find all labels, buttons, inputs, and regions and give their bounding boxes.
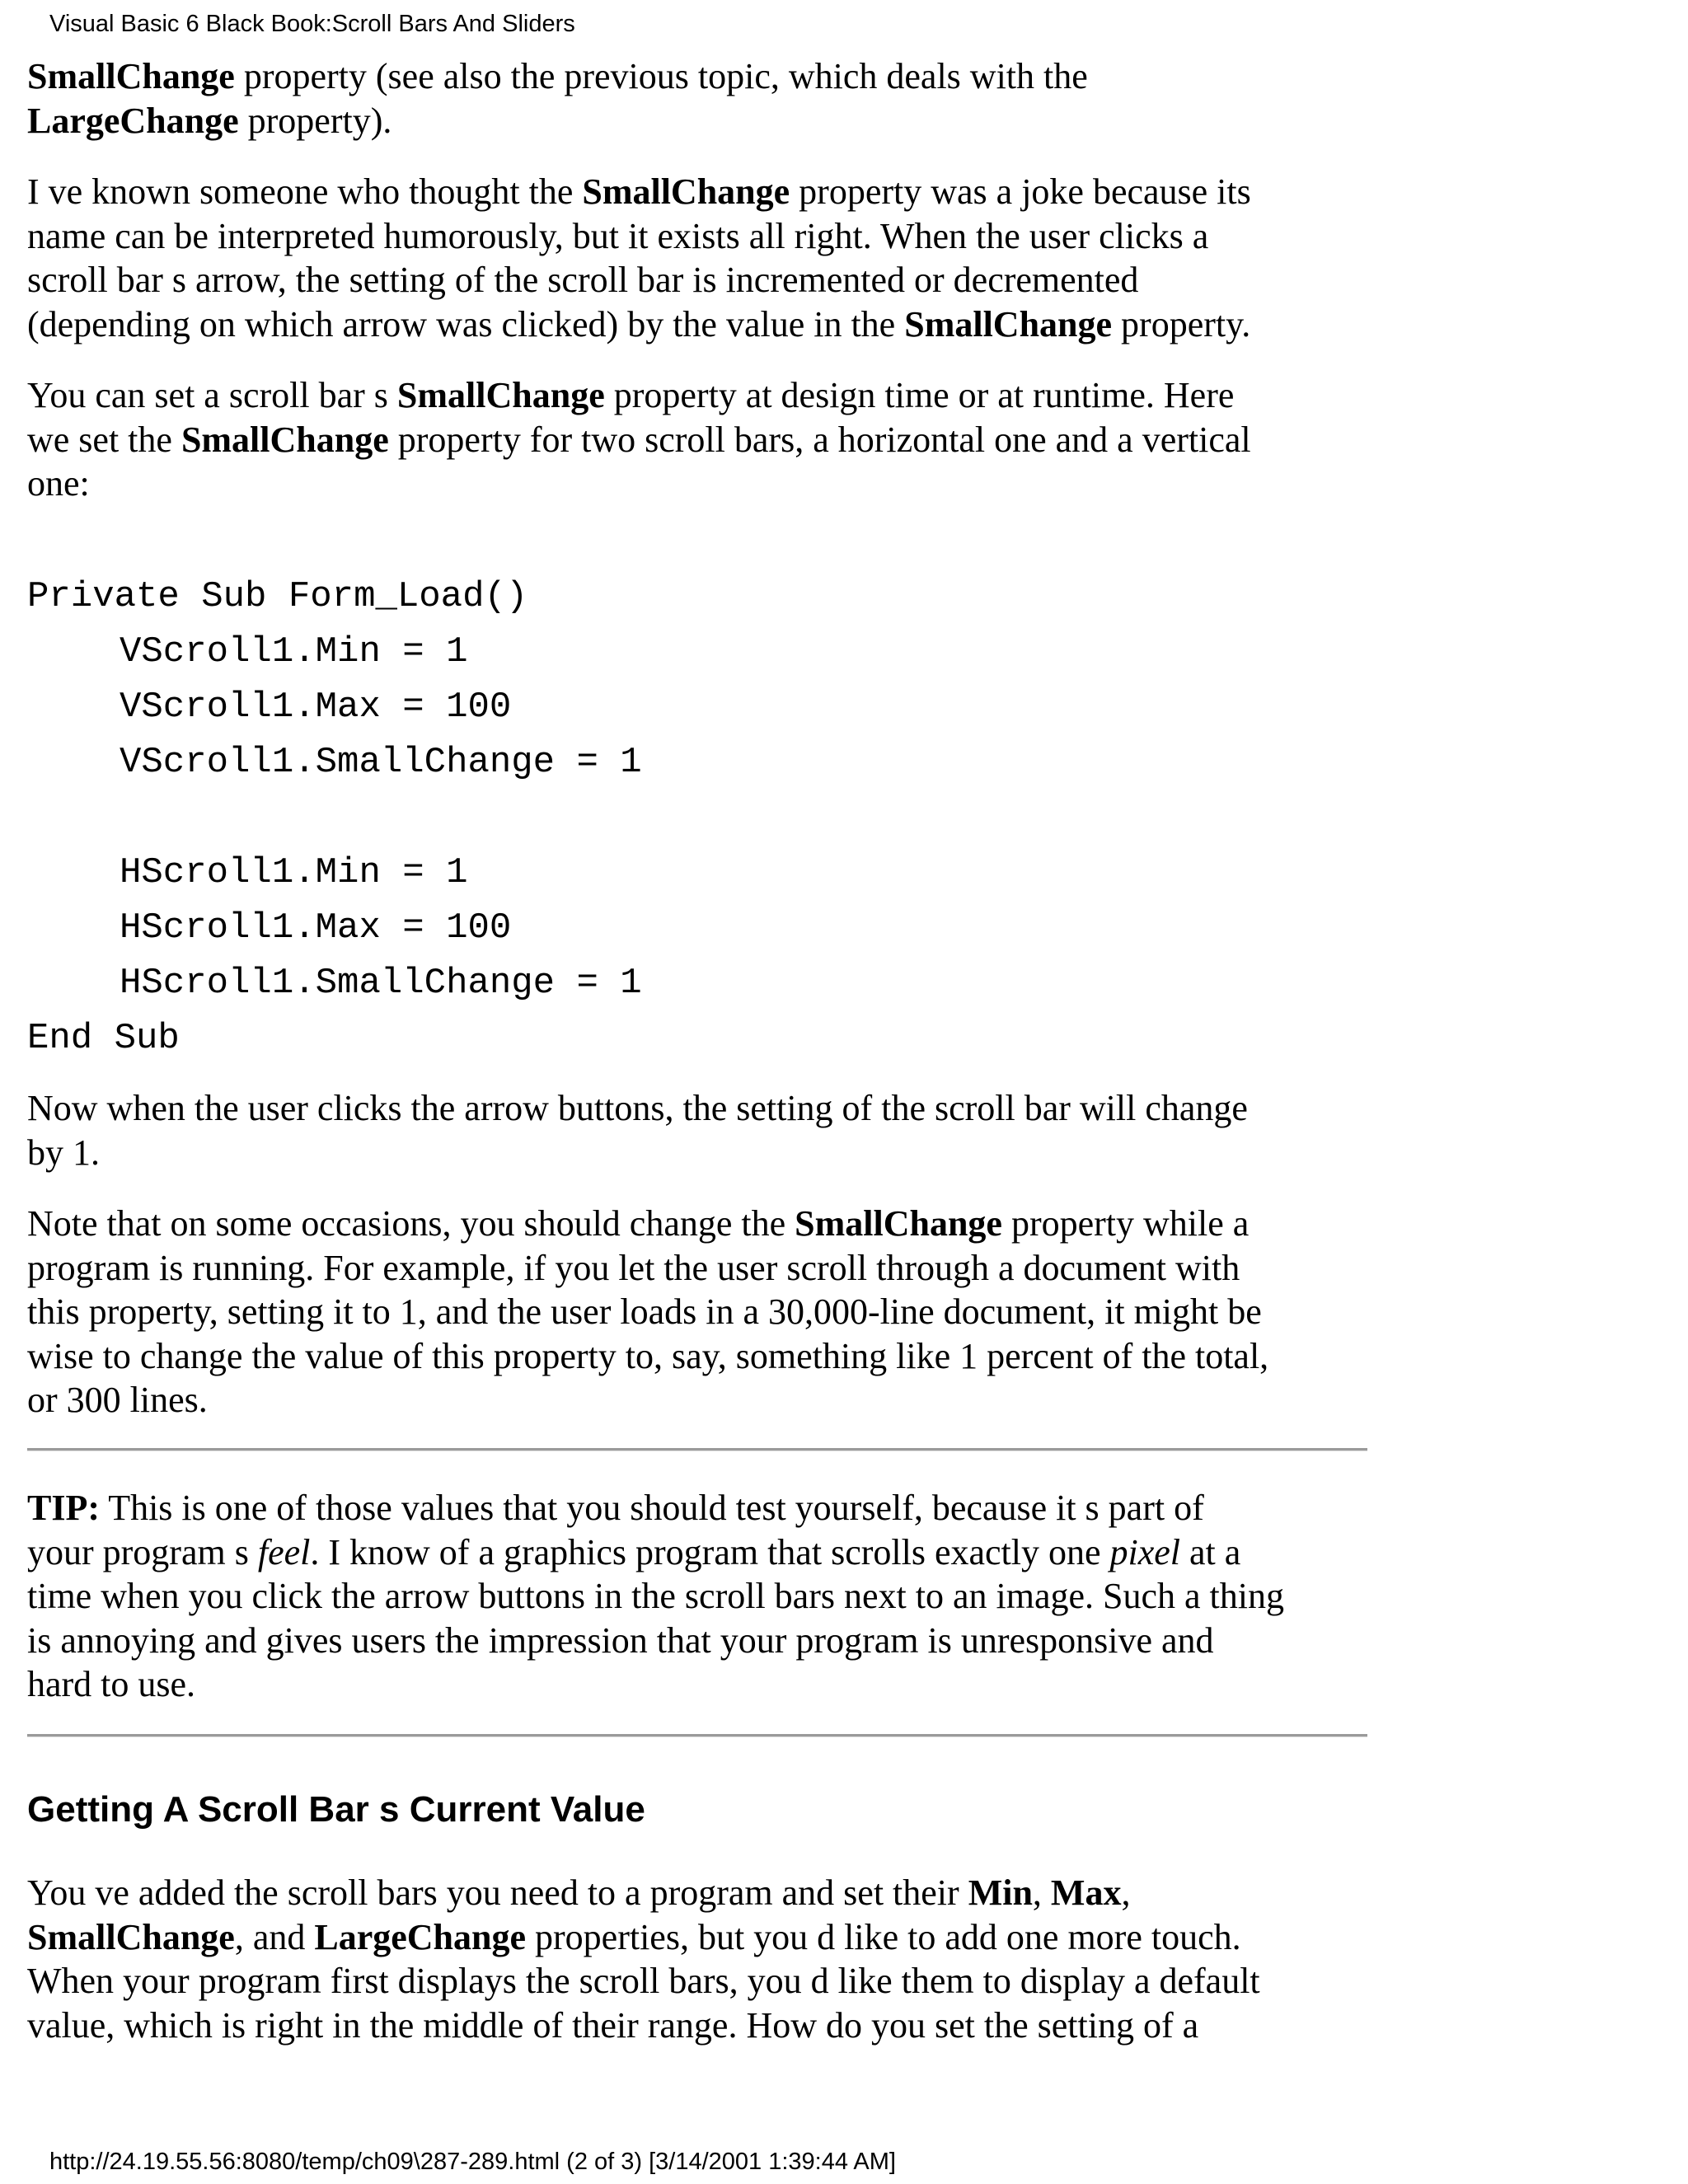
tip-box: [27, 1486, 1395, 1707]
text-line: we set the SmallChange property for two scroll bars, a horizontal one and a vertical: [27, 419, 1251, 460]
text-line: (depending on which arrow was clicked) by the value in the SmallChange property.: [27, 303, 1251, 344]
paragraph-current-value: [27, 1871, 1395, 2047]
section-heading: Getting A Scroll Bar s Current Value: [27, 1789, 645, 1830]
divider-top: [27, 1448, 1367, 1451]
code-line: VScroll1.Min = 1: [120, 631, 468, 673]
text-line: wise to change the value of this property to, say, something like 1 percent of the total,: [27, 1335, 1269, 1376]
code-line: VScroll1.Max = 100: [120, 687, 512, 728]
text-line: or 300 lines.: [27, 1380, 208, 1420]
paragraph-arrow-buttons: [27, 1086, 1395, 1174]
divider-bottom: [27, 1734, 1367, 1737]
paragraph-smallchange-joke: [27, 170, 1395, 346]
text-line: TIP: This is one of those values that you should test yourself, because it s part of: [27, 1488, 1204, 1528]
property-name: LargeChange: [27, 100, 239, 141]
property-name: SmallChange: [181, 419, 389, 460]
paragraph-design-time: [27, 373, 1395, 506]
text-line: You can set a scroll bar s SmallChange property at design time or at runtime. Here: [27, 375, 1235, 415]
text-line: scroll bar s arrow, the setting of the scroll bar is incremented or decremented: [27, 260, 1139, 300]
paragraph-smallchange-intro: [27, 54, 1395, 143]
text-line: SmallChange, and LargeChange properties, but you d like to add one more touch.: [27, 1916, 1241, 1957]
page-footer-url: http://24.19.55.56:8080/temp/ch09\287-289.html (2 of 3) [3/14/2001 1:39:44 AM]: [49, 2149, 896, 2175]
property-name: SmallChange: [904, 303, 1113, 344]
text-line: Now when the user clicks the arrow buttons, the setting of the scroll bar will change: [27, 1088, 1248, 1128]
text-line: Note that on some occasions, you should change the SmallChange property while a: [27, 1203, 1250, 1244]
text-line: When your program first displays the scroll bars, you d like them to display a default: [27, 1961, 1260, 2001]
code-line: End Sub: [27, 1018, 180, 1059]
text-line: I ve known someone who thought the SmallChange property was a joke because its: [27, 171, 1251, 212]
paragraph-runtime-change: [27, 1202, 1395, 1422]
tip-label: TIP:: [27, 1488, 100, 1528]
text-line: is annoying and gives users the impression that your program is unresponsive and: [27, 1619, 1214, 1661]
code-line: HScroll1.SmallChange = 1: [120, 963, 642, 1004]
text-line: You ve added the scroll bars you need to a program and set their Min, Max,: [27, 1872, 1131, 1913]
property-name: SmallChange: [795, 1203, 1002, 1244]
code-line: [27, 790, 642, 846]
property-name: SmallChange: [396, 375, 605, 415]
code-line: HScroll1.Min = 1: [120, 852, 468, 893]
text-line: this property, setting it to 1, and the user loads in a 30,000-line document, it might be: [27, 1291, 1262, 1332]
text-line: LargeChange property).: [27, 100, 392, 141]
code-line: HScroll1.Max = 100: [120, 907, 512, 949]
text-line: one:: [27, 463, 90, 504]
code-line: VScroll1.SmallChange = 1: [120, 742, 642, 783]
property-name: SmallChange: [582, 171, 790, 212]
text-line: value, which is right in the middle of their range. How do you set the setting of a: [27, 2004, 1199, 2046]
page-header: Visual Basic 6 Black Book:Scroll Bars And Sliders: [49, 11, 575, 37]
text-line: by 1.: [27, 1132, 100, 1173]
text-line: your program s feel. I know of a graphics program that scrolls exactly one pixel at a: [27, 1531, 1241, 1572]
code-line: Private Sub Form_Load(): [27, 576, 528, 617]
property-name: LargeChange: [314, 1916, 527, 1957]
property-name: SmallChange: [27, 56, 235, 96]
text-line: name can be interpreted humorously, but it exists all right. When the user clicks a: [27, 215, 1209, 256]
property-name: Min: [968, 1872, 1033, 1913]
text-line: time when you click the arrow buttons in the scroll bars next to an image. Such a thing: [27, 1576, 1284, 1616]
text-line: hard to use.: [27, 1664, 196, 1704]
text-line: program is running. For example, if you let the user scroll through a document with: [27, 1247, 1240, 1288]
text-line: SmallChange property (see also the previous topic, which deals with the: [27, 56, 1088, 96]
property-name: Max: [1050, 1872, 1122, 1913]
code-listing: [27, 569, 642, 1066]
property-name: SmallChange: [27, 1916, 235, 1957]
